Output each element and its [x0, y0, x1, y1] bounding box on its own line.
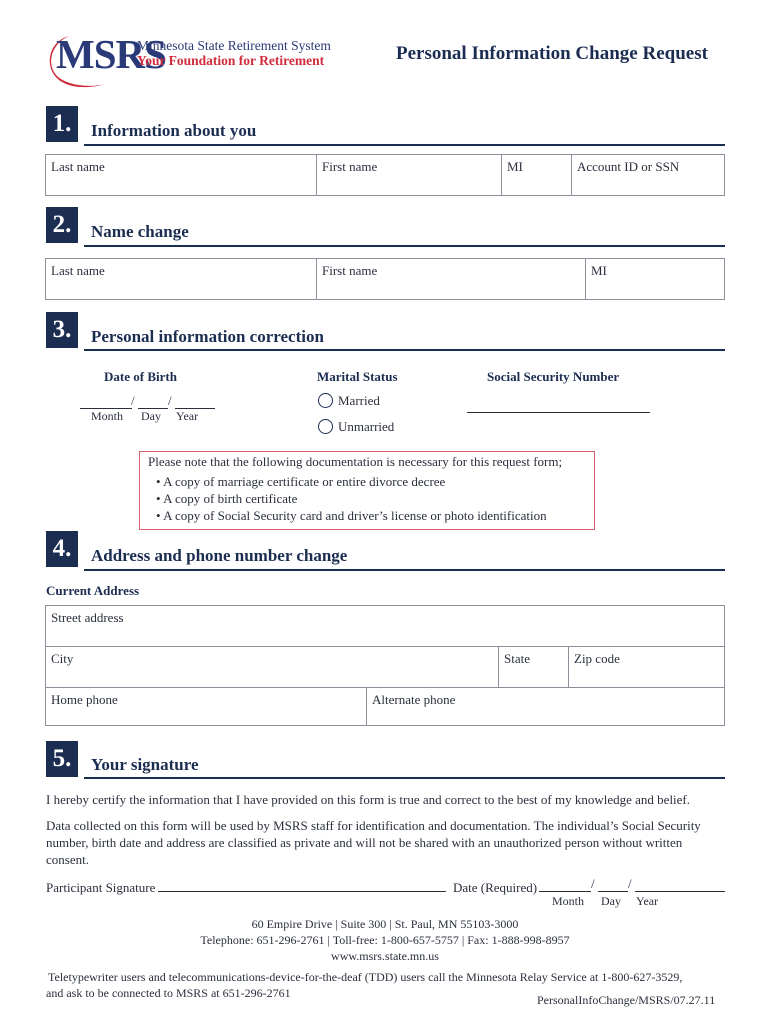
first-name-field[interactable] [316, 155, 501, 195]
new-first-name-label: First name [322, 263, 378, 278]
certification-text: I hereby certify the information that I have provided on this form is true and correct to the best of my knowledge and belief. [46, 792, 691, 807]
unmarried-label: Unmarried [338, 419, 395, 434]
city-state-zip-row [45, 646, 725, 688]
dob-input[interactable]: / / [80, 394, 215, 408]
logo-tagline: Your Foundation for Retirement [137, 53, 325, 68]
married-label: Married [338, 393, 380, 408]
new-mi-label: MI [591, 263, 607, 278]
zip-code-field[interactable] [568, 647, 724, 687]
mi-label: MI [507, 159, 523, 174]
ssn-label: Social Security Number [487, 369, 620, 384]
section-1-rule [84, 144, 725, 146]
phone-row [45, 687, 725, 726]
date-month-label: Month [552, 894, 585, 908]
name-change-row [45, 258, 725, 300]
new-last-name-label: Last name [51, 263, 105, 278]
alternate-phone-field[interactable] [366, 688, 724, 725]
account-id-label: Account ID or SSN [577, 159, 680, 174]
section-4-number: 4. [46, 531, 78, 567]
footer-address: 60 Empire Drive | Suite 300 | St. Paul, MN 55103-3000 [251, 917, 519, 931]
section-4-rule [84, 569, 725, 571]
footer-phones: Telephone: 651-296-2761 | Toll-free: 1-800-657-5757 | Fax: 1-888-998-8957 [200, 933, 570, 947]
marital-status-label: Marital Status [317, 369, 398, 384]
city-label: City [51, 651, 74, 666]
tdd-notice-line1: Teletypewriter users and telecommunications-device-for-the-deaf (TDD) users call the Minnesota Relay Service at 1-800-627-3529, [48, 970, 683, 984]
date-label: Date (Required) [453, 880, 538, 895]
state-field[interactable] [498, 647, 568, 687]
zip-code-label: Zip code [574, 651, 620, 666]
mi-field[interactable] [501, 155, 571, 195]
logo-org-name: Minnesota State Retirement System [137, 38, 331, 53]
new-mi-field[interactable] [585, 259, 724, 299]
street-address-field[interactable] [45, 605, 725, 647]
home-phone-label: Home phone [51, 692, 118, 707]
new-first-name-field[interactable] [316, 259, 585, 299]
privacy-text: Data collected on this form will be used by MSRS staff for identification and documentation. The individual’s Social Security number, birth date and address are classified as private and will not be shared with an unauthorized person without written consent. [46, 818, 701, 867]
section-3-title: Personal information correction [91, 327, 324, 346]
info-about-you-row [45, 154, 725, 196]
section-2-rule [84, 245, 725, 247]
section-3-rule [84, 349, 725, 351]
dob-day-label: Day [141, 409, 161, 423]
signature-line[interactable] [158, 891, 446, 892]
note-item: • A copy of Social Security card and driver’s license or photo identification [156, 508, 547, 523]
section-2-number: 2. [46, 207, 78, 243]
last-name-label: Last name [51, 159, 105, 174]
section-4-title: Address and phone number change [91, 546, 348, 565]
note-intro: Please note that the following documentation is necessary for this request form; [148, 454, 563, 469]
first-name-label: First name [322, 159, 378, 174]
signature-date-input[interactable]: / / [539, 877, 725, 892]
note-item: • A copy of marriage certificate or entire divorce decree [156, 474, 446, 489]
section-3-number: 3. [46, 312, 78, 348]
dob-label: Date of Birth [104, 369, 177, 384]
section-5-number: 5. [46, 741, 78, 777]
section-5-rule [84, 777, 725, 779]
note-item: • A copy of birth certificate [156, 491, 298, 506]
dob-month-label: Month [91, 409, 124, 423]
section-1-number: 1. [46, 106, 78, 142]
street-address-label: Street address [51, 610, 124, 625]
signature-label: Participant Signature [46, 880, 156, 895]
state-label: State [504, 651, 530, 666]
date-day-label: Day [601, 894, 621, 908]
tdd-notice-line2: and ask to be connected to MSRS at 651-296-2761 [46, 986, 291, 1000]
date-year-label: Year [636, 894, 659, 908]
alternate-phone-label: Alternate phone [372, 692, 456, 707]
logo-abbreviation: MSRS [56, 31, 166, 77]
footer-website: www.msrs.state.mn.us [331, 949, 439, 963]
unmarried-radio[interactable] [318, 419, 333, 434]
married-radio[interactable] [318, 393, 333, 408]
section-2-title: Name change [91, 222, 189, 241]
page-title: Personal Information Change Request [396, 43, 708, 64]
current-address-label: Current Address [46, 583, 140, 598]
ssn-input-line[interactable] [467, 412, 650, 413]
section-1-title: Information about you [91, 121, 257, 140]
form-id: PersonalInfoChange/MSRS/07.27.11 [537, 993, 716, 1007]
section-5-title: Your signature [91, 755, 199, 774]
dob-year-label: Year [176, 409, 199, 423]
account-id-field[interactable] [571, 155, 724, 195]
documentation-note [139, 451, 595, 530]
